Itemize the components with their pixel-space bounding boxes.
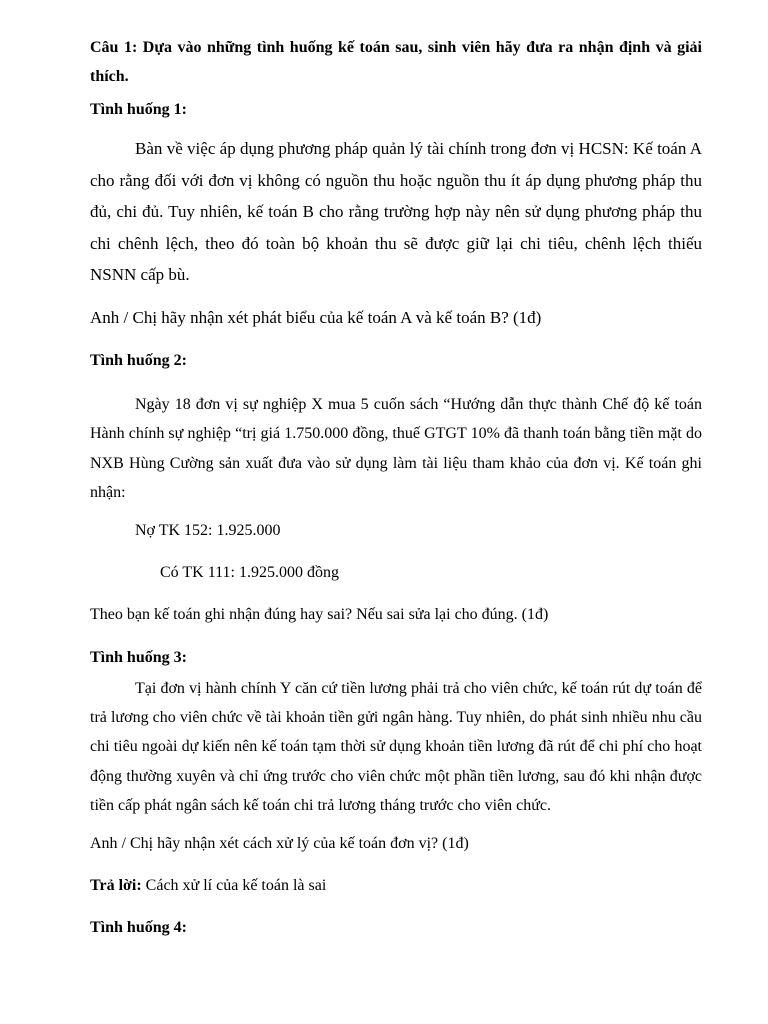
situation-2-credit-entry: Có TK 111: 1.925.000 đồng <box>160 564 339 581</box>
situation-1-body: Bàn về việc áp dụng phương pháp quản lý tài chính trong đơn vị HCSN: Kế toán A cho rằng đối với đơn vị không có nguồn thu hoặc nguồn thu ít áp dụng phương pháp thu đủ, chi đủ. Tuy nhiên, kế toán B cho rằng trường hợp này nên sử dụng phương pháp thu chi chênh lệch, theo đó toàn bộ khoản thu sẽ được giữ lại chi tiêu, chênh lệch thiếu NSNN cấp bù. <box>90 139 702 284</box>
situation-3-body: Tại đơn vị hành chính Y căn cứ tiền lương phải trả cho viên chức, kế toán rút dự toán để trả lương cho viên chức về tài khoản tiền gửi ngân hàng. Tuy nhiên, do phát sinh nhiều nhu cầu chi tiêu ngoài dự kiến nên kế toán tạm thời sử dụng khoản tiền lương đã rút để chi phí cho hoạt động thường xuyên và chỉ ứng trước cho viên chức một phần tiền lương, sau đó khi nhận được tiền cấp phát ngân sách kế toán chi trả lương tháng trước cho viên chức. <box>90 680 702 814</box>
answer-label: Trả lời: <box>90 877 142 894</box>
situation-3-heading: Tình huống 3: <box>90 649 187 666</box>
situation-2-prompt: Theo bạn kế toán ghi nhận đúng hay sai? Nếu sai sửa lại cho đúng. (1đ) <box>90 606 549 623</box>
situation-4-heading: Tình huống 4: <box>90 919 187 936</box>
situation-3-answer <box>90 876 702 896</box>
question-title: Câu 1: Dựa vào những tình huống kế toán sau, sinh viên hãy đưa ra nhận định và giải thích. <box>90 39 702 85</box>
situation-3-prompt: Anh / Chị hãy nhận xét cách xử lý của kế toán đơn vị? (1đ) <box>90 835 469 852</box>
situation-2-body: Ngày 18 đơn vị sự nghiệp X mua 5 cuốn sách “Hướng dẫn thực thành Chế độ kế toán Hành chính sự nghiệp “trị giá 1.750.000 đồng, thuế GTGT 10% đã thanh toán bằng tiền mặt do NXB Hùng Cường sản xuất đưa vào sử dụng làm tài liệu tham khảo của đơn vị. Kế toán ghi nhận: <box>90 396 702 501</box>
answer-text: Cách xử lí của kế toán là sai <box>141 877 327 894</box>
situation-2-heading: Tình huống 2: <box>90 352 187 369</box>
situation-1-prompt: Anh / Chị hãy nhận xét phát biểu của kế toán A và kế toán B? (1đ) <box>90 308 542 327</box>
situation-1-heading: Tình huống 1: <box>90 101 187 118</box>
situation-2-debit-entry: Nợ TK 152: 1.925.000 <box>135 522 281 539</box>
